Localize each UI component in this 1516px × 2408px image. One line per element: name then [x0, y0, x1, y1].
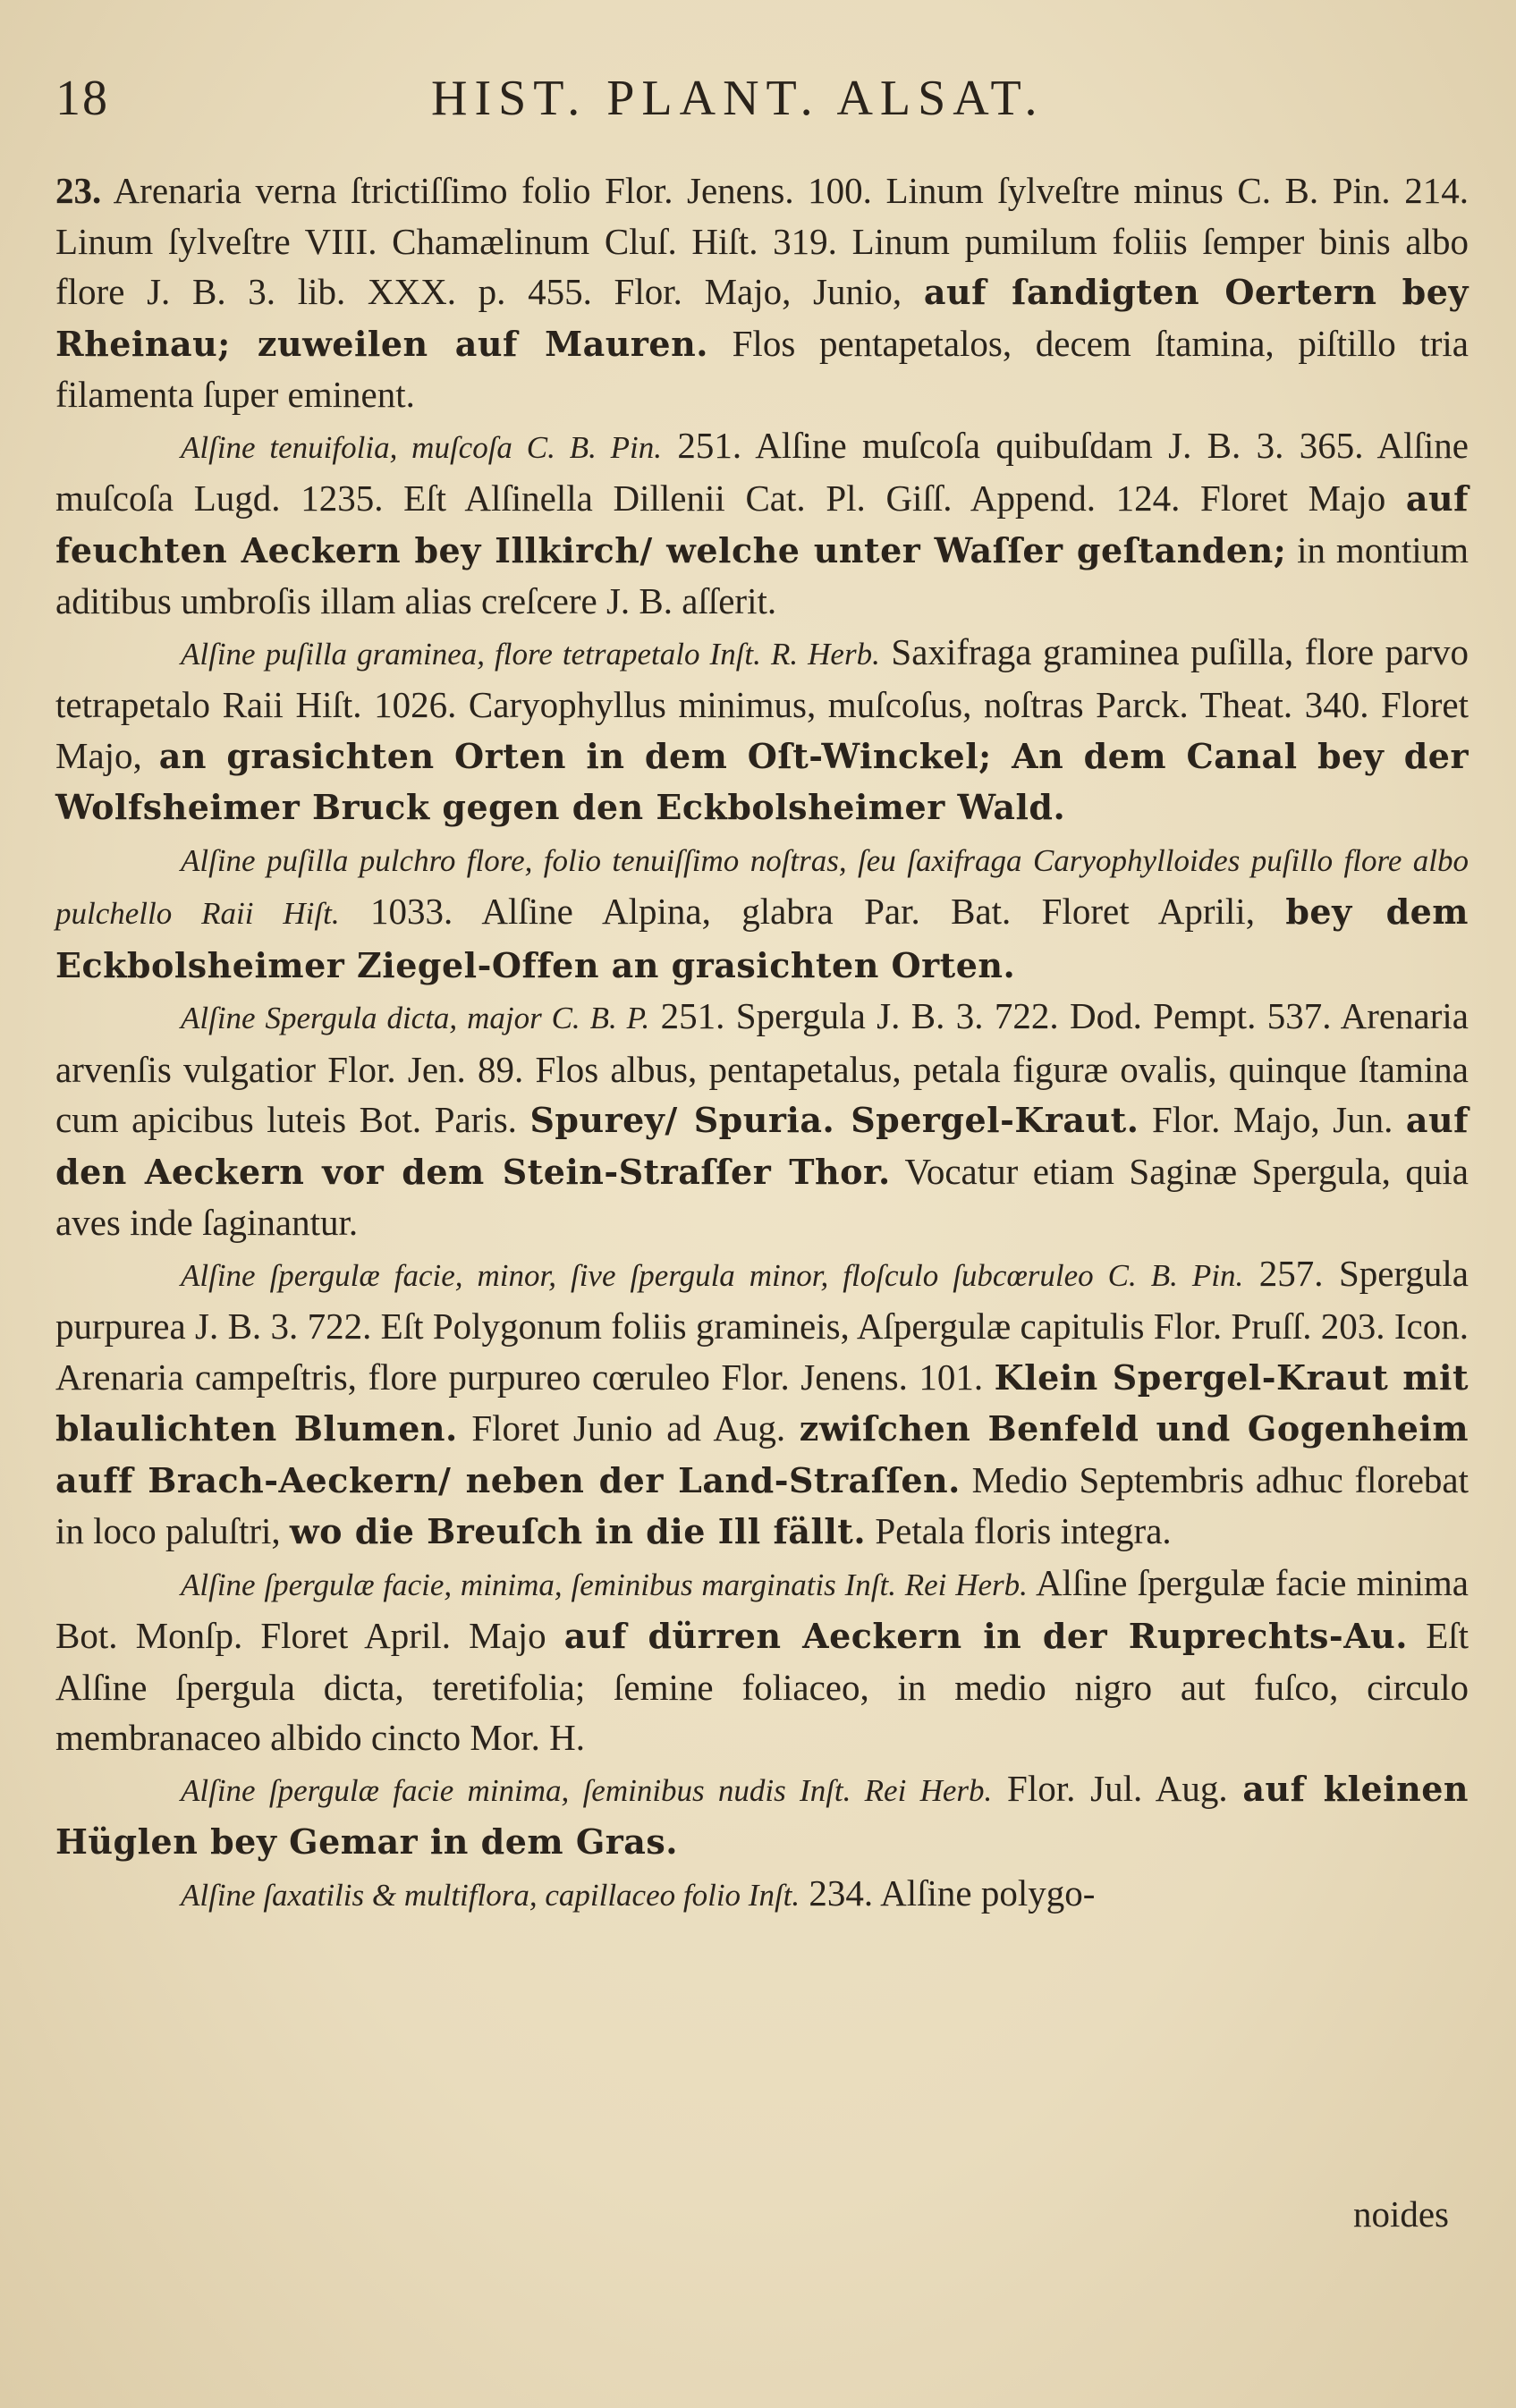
entry-synonym: Alſine ſaxatilis & multiflora, capillaceo folio Inſt.: [181, 1877, 800, 1913]
entry-number: 23.: [55, 170, 102, 211]
german-name: Spurey/ Spuria. Spergel-Kraut.: [529, 1100, 1139, 1140]
entry-synonym: Alſine Spergula dicta, major C. B. P.: [181, 1001, 650, 1035]
entry-text: 234. Alſine polygo-: [809, 1871, 1096, 1914]
entry-alsine-spergulae-minima-marginatis: [55, 1558, 1469, 1763]
entry-alsine-pusilla-pulchro: [55, 833, 1469, 992]
entry-tail: Flos pentapetalos, decem ſtamina, piſtillo tria filamenta ſuper eminent.: [55, 322, 1469, 415]
entry-alsine-tenuifolia: [55, 420, 1469, 627]
entry-synonym: Alſine tenuifolia, muſcoſa C. B. Pin.: [181, 429, 663, 465]
page-number: 18: [55, 71, 109, 126]
german-location: auf feuchten Aeckern bey Illkirch/ welche unter Waſſer geſtanden;: [55, 478, 1469, 570]
entry-synonym: Alſine ſpergulæ facie, minor, ſive ſpergula minor, floſculo ſubcœruleo C. B. Pin.: [181, 1257, 1244, 1293]
entry-text: 257. Spergula purpurea J. B. 3. 722. Eſt Polygonum foliis gramineis, Aſpergulæ capitulis Flor. Pruſſ. 203. Icon. Arenaria campeſtris, flore purpureo cœruleo Flor. Jenens. 101.: [55, 1252, 1469, 1398]
running-title: HIST. PLANT. ALSAT.: [431, 71, 1045, 126]
entry-alsine-pusilla-graminea: [55, 627, 1469, 833]
german-location: bey dem Eckbolsheimer Ziegel-Offen an grasichten Orten.: [55, 891, 1469, 985]
entry-alsine-spergulae-minima-nudis: [55, 1763, 1469, 1868]
entry-tail: Eſt Alſine ſpergula dicta, teretifolia; ſemine foliaceo, in medio nigro aut fuſco, circulo membranaceo albido cincto Mor. H.: [55, 1615, 1469, 1758]
entry-alsine-spergulae-minor: [55, 1248, 1469, 1558]
entry-synonym: Alſine puſilla graminea, flore tetrapetalo Inſt. R. Herb.: [181, 636, 880, 672]
entry-text: 251. Spergula J. B. 3. 722. Dod. Pempt. 537. Arenaria arvenſis vulgatior Flor. Jen. 89. Flos albus, pentapetalus, petala figuræ ovalis, quinque ſtamina cum apicibus luteis Bot. Paris.: [55, 995, 1469, 1140]
entry-tail: Flor. Majo, Jun.: [1151, 1099, 1393, 1140]
german-location: auf kleinen Hüglen bey Gemar in dem Gras.: [55, 1768, 1469, 1862]
german-location: auf den Aeckern vor dem Stein-Straſſer Thor.: [55, 1100, 1469, 1192]
entry-text: 1033. Alſine Alpina, glabra Par. Bat. Floret Aprili,: [369, 891, 1255, 932]
entry-tail: in montium aditibus umbroſis illam alias creſcere J. B. aſſerit.: [55, 528, 1469, 621]
entry-tail: Medio Septembris adhuc florebat in loco paluſtri,: [55, 1458, 1469, 1551]
german-location: auf ſandigten Oertern bey Rheinau; zuweilen auf Mauren.: [55, 272, 1469, 364]
entry-alsine-spergula-major: [55, 991, 1469, 1248]
main-text: [55, 165, 1469, 1921]
entry-tail: Floret Junio ad Aug.: [471, 1407, 786, 1449]
german-location: an grasichten Orten in dem Oſt-Winckel; An dem Canal bey der Wolfsheimer Bruck gegen den Eckbolsheimer Wald.: [55, 735, 1469, 827]
entry-text: Saxifraga graminea puſilla, flore parvo tetrapetalo Raii Hiſt. 1026. Caryophyllus minimus, muſcoſus, noſtras Parck. Theat. 340. Floret Majo,: [55, 630, 1469, 776]
german-name: Klein Spergel-Kraut mit blaulichten Blumen.: [55, 1356, 1469, 1449]
catchword: noides: [1352, 2193, 1449, 2235]
german-location: wo die Breuſch in die Ill fällt.: [289, 1511, 867, 1551]
entry-23: [55, 165, 1469, 420]
german-location: zwiſchen Benfeld und Gogenheim auff Brach-Aeckern/ neben der Land-Straſſen.: [55, 1408, 1469, 1500]
entry-text: Alſine ſpergulæ facie minima Bot. Monſp. Floret April. Majo: [55, 1561, 1469, 1656]
entry-synonym: Alſine puſilla pulchro flore, folio tenuiſſimo noſtras, ſeu ſaxifraga Caryophylloides puſillo flore albo pulchello Raii Hiſt.: [55, 842, 1469, 931]
entry-alsine-saxatilis: [55, 1868, 1469, 1922]
entry-text: Arenaria verna ſtrictiſſimo folio Flor. Jenens. 100. Linum ſylveſtre minus C. B. Pin. 214. Linum ſylveſtre VIII. Chamælinum Cluſ. Hiſt. 319. Linum pumilum foliis ſemper binis albo flore J. B. 3. lib. XXX. p. 455. Flor. Majo, Junio,: [55, 170, 1469, 312]
entry-text: 251. Alſine muſcoſa quibuſdam J. B. 3. 365. Alſine muſcoſa Lugd. 1235. Eſt Alſinella Dillenii Cat. Pl. Giſſ. Append. 124. Floret Majo: [55, 424, 1469, 519]
entry-synonym: Alſine ſpergulæ facie minima, ſeminibus nudis Inſt. Rei Herb.: [181, 1772, 993, 1808]
entry-tail: Petala floris integra.: [875, 1510, 1172, 1551]
entry-text: Flor. Jul. Aug.: [1007, 1767, 1228, 1809]
page-header: [55, 70, 1451, 141]
entry-tail: Vocatur etiam Saginæ Spergula, quia aves inde ſaginantur.: [55, 1150, 1469, 1243]
entry-synonym: Alſine ſpergulæ facie, minima, ſeminibus marginatis Inſt. Rei Herb.: [181, 1567, 1028, 1602]
german-location: auf dürren Aeckern in der Ruprechts-Au.: [563, 1616, 1409, 1656]
